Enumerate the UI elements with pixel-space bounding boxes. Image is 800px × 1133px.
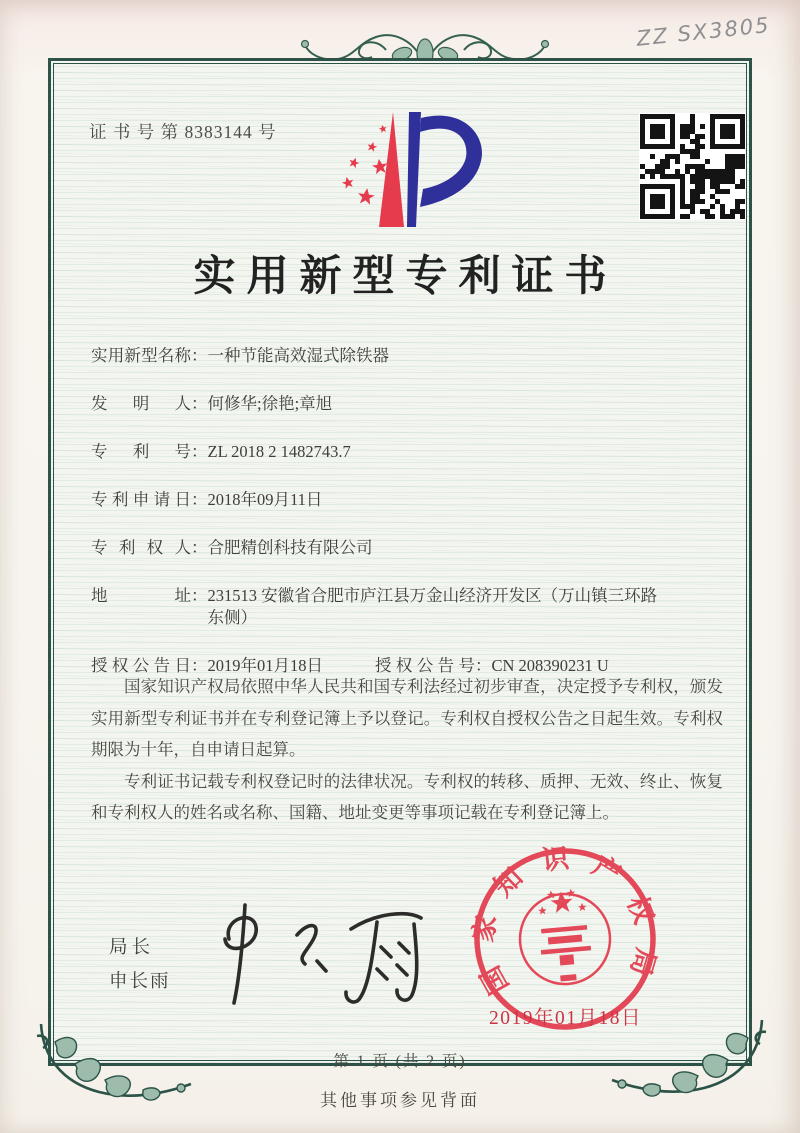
field-value: 何修华;徐艳;章旭 — [207, 394, 333, 413]
qr-code — [639, 113, 746, 220]
legal-paragraph-1: 国家知识产权局依照中华人民共和国专利法经过初步审查，决定授予专利权，颁发实用新型专利证书并在专利登记簿上予以登记。专利权自授权公告之日起生效。专利权期限为十年，自申请日起算。 — [91, 677, 723, 759]
field-row-filing-date — [91, 489, 727, 511]
commissioner-title: 局长 — [109, 938, 155, 958]
field-row-inventors — [91, 393, 727, 415]
colon: ： — [191, 442, 208, 461]
colon: ： — [191, 490, 208, 509]
certificate-number: 证 书 号 第 8383144 号 — [89, 122, 277, 142]
cnipa-logo-icon — [336, 109, 488, 237]
field-label: 地址 — [91, 586, 191, 605]
field-row-patent-no — [91, 441, 727, 463]
field-label: 专利申请日 — [91, 490, 191, 509]
page-number: 第 1 页 (共 2 页) — [333, 1053, 467, 1070]
colon: ： — [191, 656, 208, 675]
colon: ： — [191, 346, 208, 365]
field-value: 231513 安徽省合肥市庐江县万金山经济开发区（万山镇三环路东侧） — [207, 586, 658, 627]
field-value: ZL 2018 2 1482743.7 — [207, 442, 351, 461]
field-label: 授权公告日 — [91, 656, 191, 675]
pencil-handwritten-note: ZZ SX3805 — [635, 12, 772, 51]
seal-date: 2019年01月18日 — [489, 1008, 643, 1029]
reverse-side-note: 其他事项参见背面 — [320, 1091, 480, 1110]
field-row-name — [91, 345, 727, 367]
handwritten-signature — [199, 899, 467, 1011]
certificate-title: 实用新型专利证书 — [193, 254, 618, 300]
field-list — [91, 345, 727, 677]
legal-paragraph-2: 专利证书记载专利权登记时的法律状况。专利权的转移、质押、无效、终止、恢复和专利权人的姓名或名称、国籍、地址变更等事项记载在专利登记簿上。 — [91, 771, 723, 822]
certificate-border-frame — [48, 58, 752, 1070]
field-row-address — [91, 585, 727, 629]
national-emblem-icon — [516, 886, 614, 988]
field-label: 实用新型名称 — [91, 346, 191, 365]
colon: ： — [191, 538, 208, 557]
field-row-patentee — [91, 537, 727, 559]
seal-ring-text: 国家知识产权局 — [467, 842, 662, 1000]
colon: ： — [191, 394, 208, 413]
field-label: 专利权人 — [91, 538, 191, 557]
field-label: 发明人 — [91, 394, 191, 413]
field-value: 一种节能高效湿式除铁器 — [207, 346, 389, 365]
field-value: 合肥精创科技有限公司 — [207, 538, 373, 557]
commissioner-name: 申长雨 — [109, 972, 171, 992]
colon: ： — [191, 586, 208, 605]
legal-text — [91, 671, 723, 829]
field-label: 授权公告号 — [375, 656, 475, 675]
field-value: 2018年09月11日 — [207, 490, 323, 509]
grant-no-value: CN 208390231 U — [491, 656, 609, 675]
field-label: 专利号 — [91, 442, 191, 461]
colon: ： — [475, 656, 492, 675]
grant-date-value: 2019年01月18日 — [207, 656, 323, 675]
